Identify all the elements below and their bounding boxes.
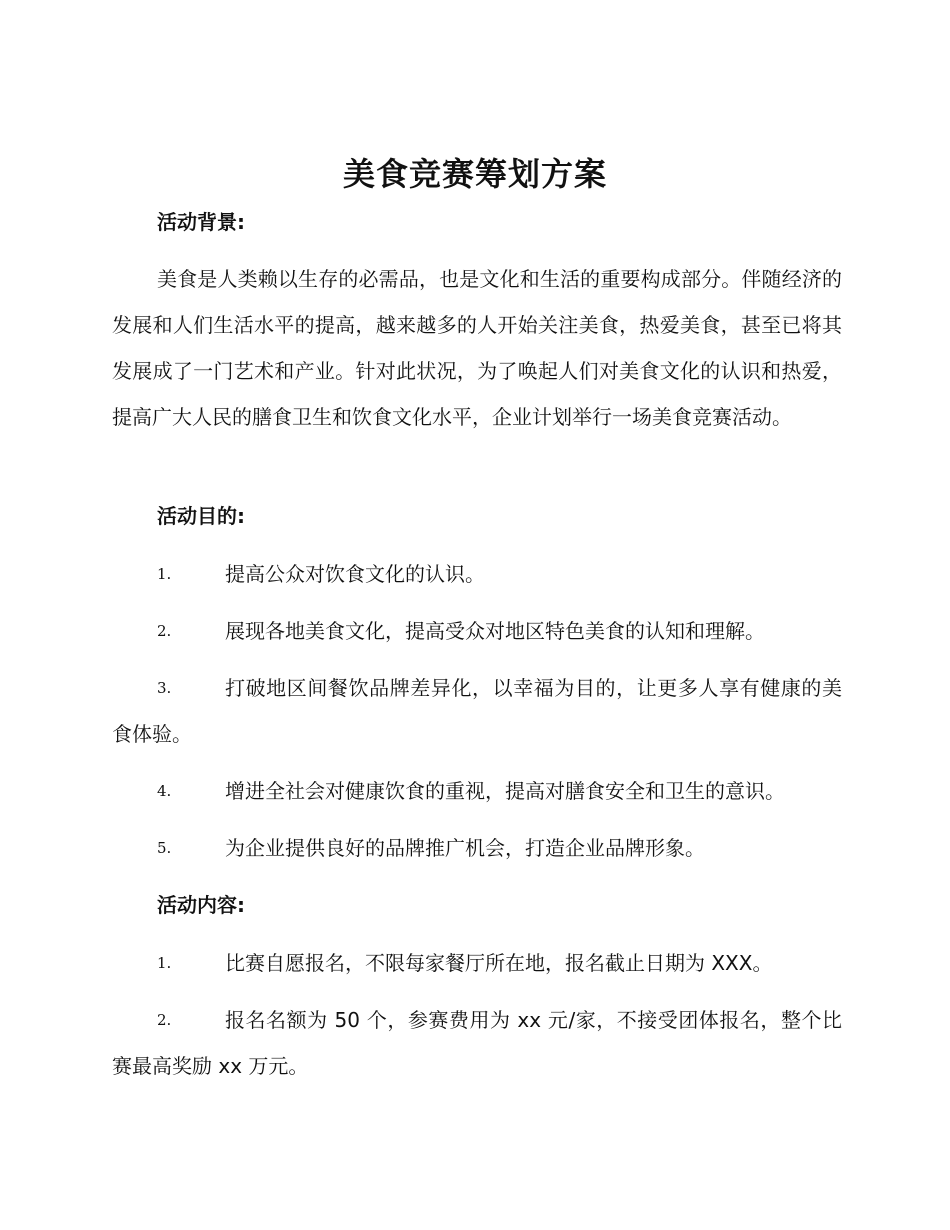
purpose-list-item — [112, 825, 842, 871]
purpose-list-item — [112, 665, 842, 757]
list-item-number: 1. — [157, 954, 172, 972]
content-list-item — [112, 940, 842, 986]
list-item-number: 2. — [157, 1011, 172, 1029]
document-title: 美食竞赛筹划方案 — [342, 155, 607, 193]
background-paragraph: 美食是人类赖以生存的必需品，也是文化和生活的重要构成部分。伴随经济的发展和人们生活水平的提高，越来越多的人开始关注美食，热爱美食，甚至已将其发展成了一门艺术和产业。针对此状况，为了唤起人们对美食文化的认识和热爱，提高广大人民的膳食卫生和饮食文化水平，企业计划举行一场美食竞赛活动。 — [112, 267, 842, 429]
list-item-number: 5. — [157, 839, 172, 857]
purpose-list-item — [112, 551, 842, 597]
section-heading-purpose: 活动目的: — [157, 504, 245, 528]
purpose-list-item — [112, 608, 842, 654]
section-heading-background: 活动背景: — [157, 210, 245, 234]
list-item-number: 1. — [157, 565, 172, 583]
list-item-number: 3. — [157, 679, 172, 697]
list-item-number: 2. — [157, 622, 172, 640]
list-item-number: 4. — [157, 782, 172, 800]
list-item-text: 展现各地美食文化，提高受众对地区特色美食的认知和理解。 — [225, 619, 765, 643]
list-item-text: 提高公众对饮食文化的认识。 — [225, 562, 485, 586]
purpose-list-item — [112, 768, 842, 814]
list-item-text: 打破地区间餐饮品牌差异化，以幸福为目的，让更多人享有健康的美食体验。 — [112, 676, 842, 746]
section-heading-content: 活动内容: — [157, 893, 245, 917]
list-item-text: 增进全社会对健康饮食的重视，提高对膳食安全和卫生的意识。 — [225, 779, 785, 803]
content-list-item — [112, 997, 842, 1089]
list-item-text: 报名名额为 50 个，参赛费用为 xx 元/家，不接受团体报名，整个比赛最高奖励 xx 万元。 — [112, 1008, 842, 1078]
list-item-text: 为企业提供良好的品牌推广机会，打造企业品牌形象。 — [225, 836, 705, 860]
list-item-text: 比赛自愿报名，不限每家餐厅所在地，报名截止日期为 XXX。 — [225, 951, 773, 975]
